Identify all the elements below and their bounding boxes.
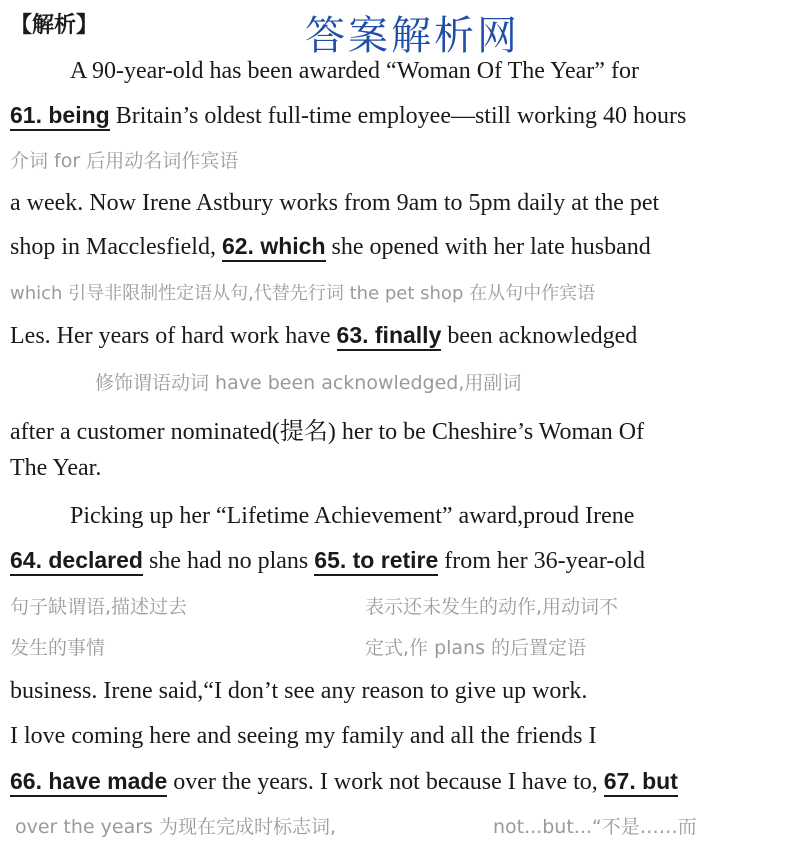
p1-line-2-text: Britain’s oldest full-time employee—still working 40 hours [115, 103, 687, 129]
note-64-line-2: 发生的事情 [10, 637, 106, 659]
note-66: over the years 为现在完成时标志词, [15, 816, 336, 838]
note-64-line-1: 句子缺谓语,描述过去 [10, 596, 188, 618]
p1-line-4 [10, 233, 651, 261]
p2-line-5 [10, 768, 678, 796]
p1-line-5-text-a: Les. Her years of hard work have [10, 323, 331, 349]
answer-63: 63. finally [337, 322, 442, 351]
answer-62: 62. which [222, 233, 326, 262]
p1-line-4-text-a: shop in Macclesfield, [10, 234, 216, 260]
p1-line-2 [10, 102, 686, 130]
p1-line-5 [10, 322, 637, 350]
p1-line-3: a week. Now Irene Astbury works from 9am to 5pm daily at the pet [10, 190, 660, 216]
p2-line-4: I love coming here and seeing my family and all the friends I [10, 723, 597, 749]
note-65-line-2: 定式,作 plans 的后置定语 [365, 637, 587, 659]
p2-line-5-text-a: over the years. I work not because I have to, [173, 769, 598, 795]
note-61: 介词 for 后用动名词作宾语 [10, 150, 239, 172]
answer-61: 61. being [10, 102, 110, 131]
answer-64: 64. declared [10, 547, 143, 576]
p2-line-1: Picking up her “Lifetime Achievement” award,proud Irene [70, 503, 635, 529]
answer-66: 66. have made [10, 768, 167, 797]
p1-line-5-text-b: been acknowledged [447, 323, 638, 349]
note-62: which 引导非限制性定语从句,代替先行词 the pet shop 在从句中作宾语 [10, 283, 596, 304]
answer-65: 65. to retire [314, 547, 438, 576]
answer-67: 67. but [604, 768, 678, 797]
p2-line-3: business. Irene said,“I don’t see any reason to give up work. [10, 678, 588, 704]
p1-line-1: A 90-year-old has been awarded “Woman Of The Year” for [70, 58, 639, 84]
p2-line-2-text-b: from her 36-year-old [444, 548, 646, 574]
site-watermark: 答案解析网 [305, 13, 520, 59]
note-63: 修饰谓语动词 have been acknowledged,用副词 [95, 372, 522, 394]
analysis-tag: 【解析】 [10, 13, 99, 38]
note-67: not...but...“不是……而 [493, 816, 697, 838]
note-65-line-1: 表示还未发生的动作,用动词不 [365, 596, 619, 618]
p1-line-4-text-b: she opened with her late husband [331, 234, 651, 260]
p1-line-6: after a customer nominated(提名) her to be Cheshire’s Woman Of [10, 419, 645, 445]
p2-line-2-text-a: she had no plans [148, 548, 309, 574]
p2-line-2 [10, 547, 645, 575]
p1-line-7: The Year. [10, 455, 102, 481]
